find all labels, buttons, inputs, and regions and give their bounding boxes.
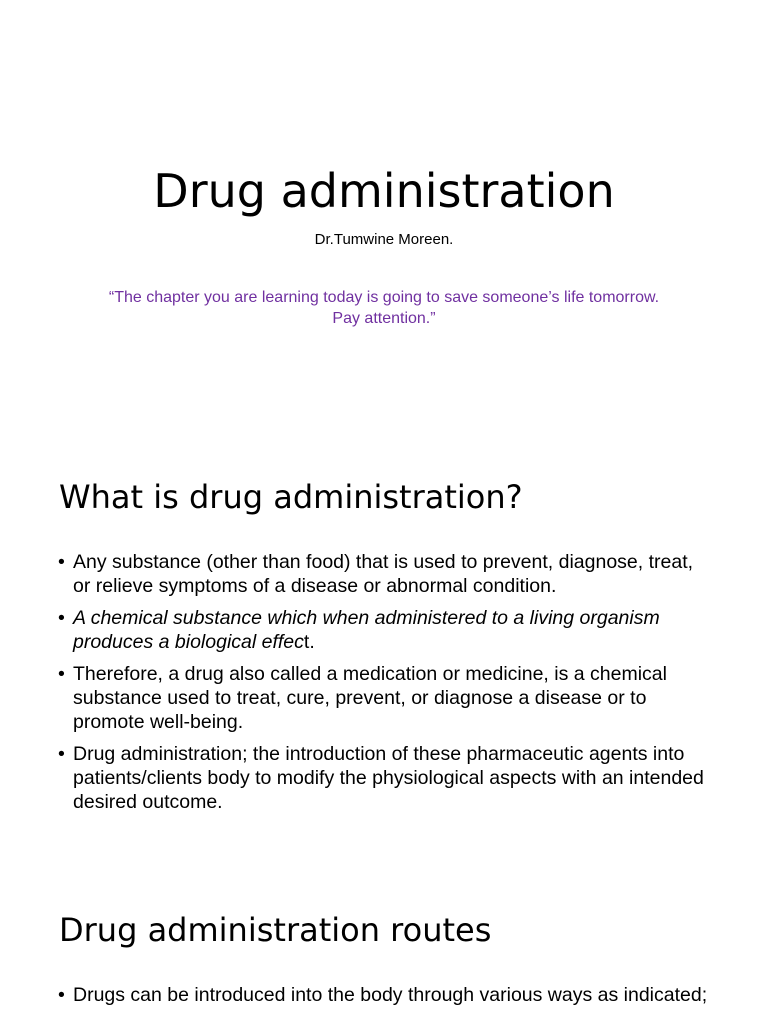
bullet-text: Any substance (other than food) that is used to prevent, diagnose, treat, or relieve symptoms of a disease or abnormal condition. xyxy=(73,551,694,597)
bullet-text: Drug administration; the introduction of these pharmaceutic agents into patients/clients body to modify the physiological aspects with an intended desired outcome. xyxy=(73,743,704,813)
bullet-icon: • xyxy=(58,984,65,1006)
title-slide xyxy=(0,0,768,420)
slide-definition xyxy=(0,420,768,860)
bullet-text-tail: t. xyxy=(303,631,315,653)
list-item xyxy=(58,550,708,598)
motivational-quote: “The chapter you are learning today is going to save someone’s life tomorrow. Pay attention.” xyxy=(108,289,660,327)
list-item xyxy=(58,742,708,814)
bullet-icon: • xyxy=(58,551,65,573)
list-item xyxy=(58,662,708,734)
slide-heading: What is drug administration? xyxy=(59,478,523,516)
presentation-title: Drug administration xyxy=(153,164,615,218)
bullet-text-italic: A chemical substance which when administered to a living organism produces a biological effec xyxy=(73,607,660,653)
bullet-list xyxy=(58,550,708,822)
bullet-list xyxy=(58,983,708,1015)
list-item xyxy=(58,606,708,654)
bullet-icon: • xyxy=(58,743,65,765)
slide-routes xyxy=(0,860,768,1024)
list-item xyxy=(58,983,708,1007)
bullet-text: Therefore, a drug also called a medication or medicine, is a chemical substance used to treat, cure, prevent, or diagnose a disease or to promote well-being. xyxy=(73,663,667,733)
bullet-icon: • xyxy=(58,607,65,629)
bullet-icon: • xyxy=(58,663,65,685)
bullet-text: Drugs can be introduced into the body through various ways as indicated; xyxy=(73,984,708,1006)
author-name: Dr.Tumwine Moreen. xyxy=(314,231,454,248)
slide-heading: Drug administration routes xyxy=(59,911,492,949)
